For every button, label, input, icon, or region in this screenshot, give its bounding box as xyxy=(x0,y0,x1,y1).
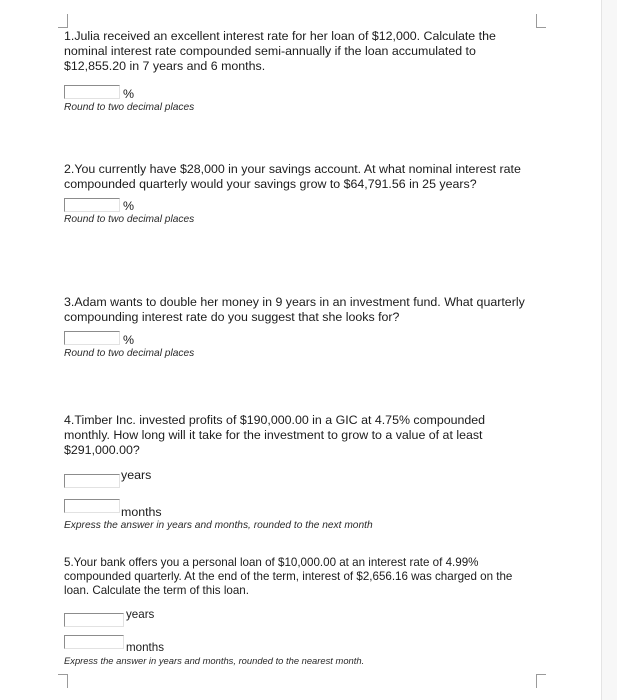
question-5-years-input[interactable] xyxy=(64,613,124,627)
question-5-months-input[interactable] xyxy=(64,635,124,649)
question-4-months-input[interactable] xyxy=(64,499,120,513)
question-4-hint: Express the answer in years and months, rounded to the next month xyxy=(64,519,373,531)
question-5 xyxy=(64,556,532,667)
question-3 xyxy=(64,295,534,360)
question-3-answer-input[interactable] xyxy=(64,331,120,345)
question-4-years-input[interactable] xyxy=(64,474,120,488)
question-1 xyxy=(64,29,534,114)
question-2-unit: % xyxy=(123,199,135,214)
question-1-answer-input[interactable] xyxy=(64,85,120,99)
question-4-text: 4.Timber Inc. invested profits of $190,000.00 in a GIC at 4.75% compounded monthly. How long will it take for the investment to grow to a value of at least $291,000.00? xyxy=(64,413,486,458)
question-4-months-unit: months xyxy=(121,504,162,519)
question-1-text: 1.Julia received an excellent interest rate for her loan of $12,000. Calculate the nominal interest rate compounded semi-annually if the loan accumulated to $12,855.20 in 7 years and 6 months. xyxy=(64,29,496,74)
question-4 xyxy=(64,413,534,532)
question-2-hint: Round to two decimal places xyxy=(64,214,195,226)
question-3-unit: % xyxy=(123,333,135,348)
question-4-years-unit: years xyxy=(121,467,152,482)
question-1-hint: Round to two decimal places xyxy=(64,101,195,113)
question-2-answer-input[interactable] xyxy=(64,198,120,212)
question-3-hint: Round to two decimal places xyxy=(64,348,195,360)
crop-mark-top-right xyxy=(536,14,546,28)
question-5-hint: Express the answer in years and months, rounded to the nearest month. xyxy=(64,655,365,666)
question-3-text: 3.Adam wants to double her money in 9 years in an investment fund. What quarterly compounding interest rate do you suggest that she looks for? xyxy=(64,295,525,325)
crop-mark-bottom-right xyxy=(536,674,546,688)
question-2 xyxy=(64,162,534,226)
question-1-unit: % xyxy=(123,86,135,101)
question-2-text: 2.You currently have $28,000 in your savings account. At what nominal interest rate compounded quarterly would your savings grow to $64,791.56 in 25 years? xyxy=(64,162,521,192)
question-5-text: 5.Your bank offers you a personal loan of $10,000.00 at an interest rate of 4.99% compounded quarterly. At the end of the term, interest of $2,656.16 was charged on the loan. Calculate the term of this loan. xyxy=(64,556,513,597)
question-5-months-unit: months xyxy=(126,641,165,654)
crop-mark-top-left xyxy=(58,14,68,28)
crop-mark-bottom-left xyxy=(58,674,68,688)
question-5-years-unit: years xyxy=(126,608,155,621)
scrollbar-track[interactable] xyxy=(601,0,617,700)
